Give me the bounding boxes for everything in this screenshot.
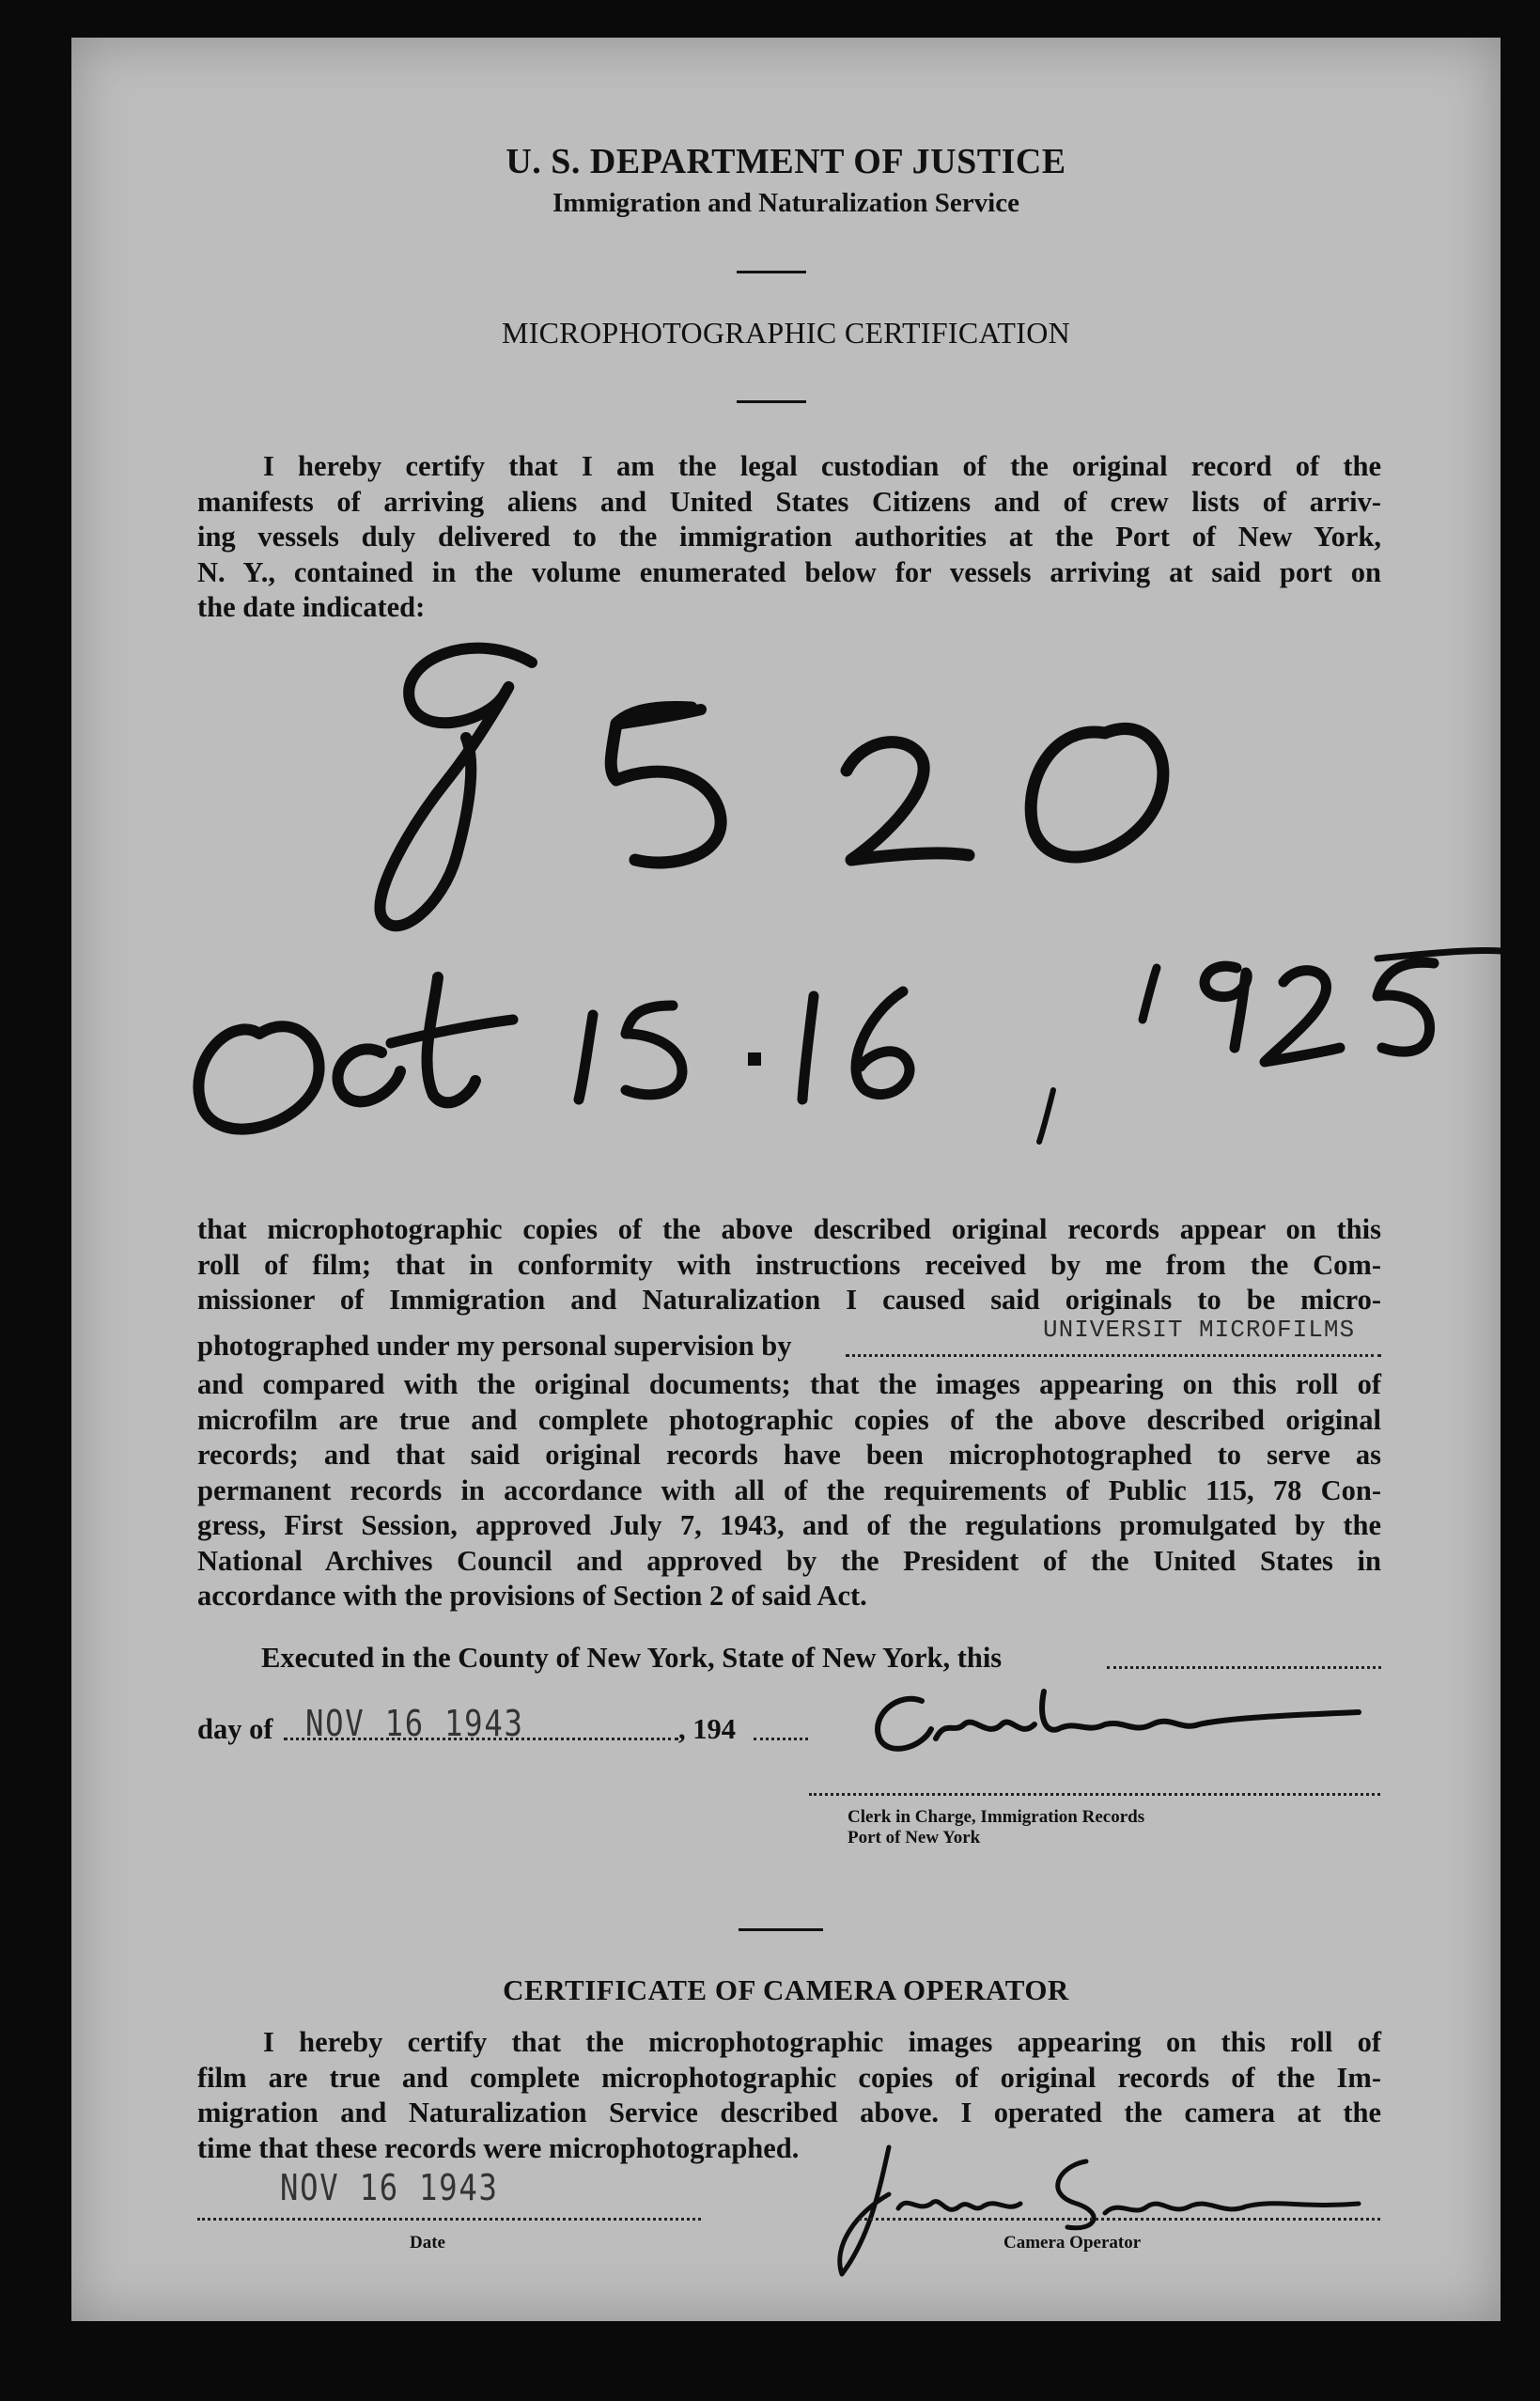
divider (737, 400, 806, 403)
paragraph-line: I hereby certify that the microphotographic images appearing on this roll of (263, 2026, 1381, 2058)
body-paragraph-b (197, 1367, 1381, 1614)
date-label: Date (410, 2233, 445, 2253)
handwritten-volume-and-dates (71, 620, 1501, 1146)
paragraph-line: I hereby certify that I am the legal custodian of the original record of the (263, 450, 1381, 482)
photographed-label: photographed under my personal supervision by (197, 1330, 792, 1362)
paragraph-line: missioner of Immigration and Naturalization I caused said originals to be micro- (197, 1284, 1381, 1316)
stamped-date: NOV 16 1943 (305, 1703, 524, 1744)
day-of-line (197, 1699, 874, 1746)
day-of-label: day of (197, 1713, 273, 1745)
divider (737, 271, 806, 273)
dotted-line (754, 1738, 808, 1740)
paragraph-line: manifests of arriving aliens and United States Citizens and of crew lists of arriv- (197, 485, 1381, 518)
photographer-line (197, 1316, 1381, 1363)
dotted-line (197, 2218, 701, 2221)
paragraph-line: and compared with the original documents; that the images appearing on this roll of (197, 1368, 1381, 1400)
paragraph-line: permanent records in accordance with all of the requirements of Public 115, 78 Con- (197, 1473, 1381, 1506)
camera-stamped-date: NOV 16 1943 (280, 2167, 499, 2208)
clerk-title-line: Clerk in Charge, Immigration Records (848, 1807, 1145, 1827)
camera-operator-signature (804, 2124, 1406, 2284)
service-subheading: Immigration and Naturalization Service (552, 188, 1019, 218)
paragraph-line: N. Y., contained in the volume enumerated below for vessels arriving at said port on (197, 555, 1381, 588)
dotted-line (809, 1793, 1380, 1796)
paragraph-line: that microphotographic copies of the above described original records appear on this (197, 1213, 1381, 1245)
paragraph-line: migration and Naturalization Service described above. I operated the camera at the (197, 2097, 1381, 2128)
clerk-signature (804, 1673, 1406, 1776)
divider (739, 1928, 823, 1931)
clerk-title-line: Port of New York (848, 1828, 981, 1848)
executed-line (261, 1635, 1381, 1675)
paragraph-line: the date indicated: (197, 591, 426, 623)
year-prefix: , 194 (678, 1713, 736, 1745)
dotted-line (859, 2218, 1380, 2221)
paragraph-line: microfilm are true and complete photographic copies of the above described original (197, 1403, 1381, 1436)
clerk-title (848, 1807, 1144, 1848)
certificate-sheet (71, 38, 1501, 2321)
paragraph-line: National Archives Council and approved by the President of the United States in (197, 1544, 1381, 1577)
executed-text: Executed in the County of New York, State of New York, this (261, 1642, 1003, 1674)
paragraph-line: ing vessels duly delivered to the immigration authorities at the Port of New York, (197, 521, 1381, 553)
dotted-line (1107, 1666, 1381, 1669)
photographer-name: UNIVERSIT MICROFILMS (1043, 1316, 1356, 1344)
document-title: MICROPHOTOGRAPHIC CERTIFICATION (501, 316, 1071, 350)
certification-paragraph (197, 449, 1381, 626)
camera-certificate-title: CERTIFICATE OF CAMERA OPERATOR (503, 1973, 1069, 2006)
agency-heading: U. S. DEPARTMENT OF JUSTICE (506, 142, 1066, 181)
dotted-line (846, 1354, 1381, 1357)
paragraph-line: records; and that said original records have been microphotographed to serve as (197, 1439, 1381, 1471)
body-paragraph-a (197, 1212, 1381, 1318)
paragraph-line: accordance with the provisions of Section 2 of said Act. (197, 1580, 867, 1612)
camera-operator-label: Camera Operator (1003, 2233, 1142, 2253)
paragraph-line: roll of film; that in conformity with instructions received by me from the Com- (197, 1248, 1381, 1281)
paragraph-line: gress, First Session, approved July 7, 1943, and of the regulations promulgated by the (197, 1509, 1381, 1541)
paragraph-line: time that these records were microphotographed. (197, 2131, 800, 2164)
paragraph-line: film are true and complete microphotographic copies of original records of the Im- (197, 2061, 1381, 2094)
